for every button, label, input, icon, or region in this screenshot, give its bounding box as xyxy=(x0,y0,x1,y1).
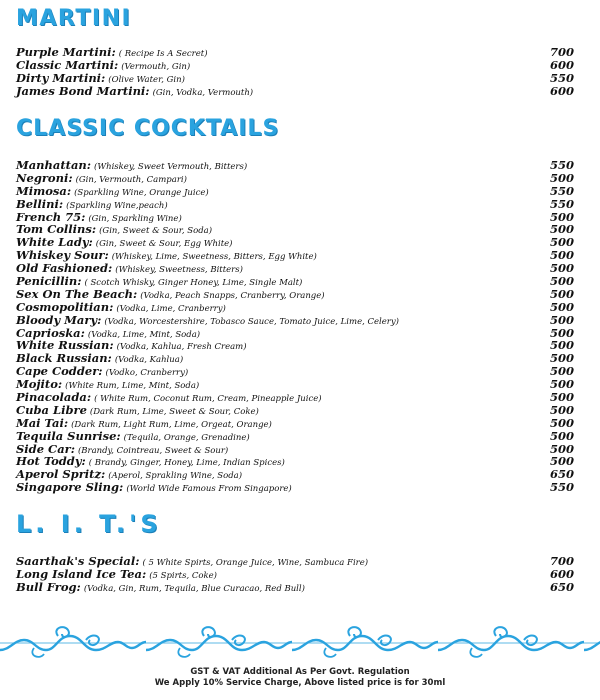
menu-item-price: 500 xyxy=(549,312,574,327)
menu-item-name: Saarthak's Special: xyxy=(16,554,140,568)
menu-item-ingredients: (Vodka, Gin, Rum, Tequila, Blue Curacao, Red Bull) xyxy=(83,583,305,594)
section-title-classic-cocktails: CLASSIC COCKTAILS xyxy=(16,116,280,141)
menu-item-price: 500 xyxy=(549,286,574,301)
menu-item-price: 500 xyxy=(549,364,574,379)
menu-item-name: Caprioska: xyxy=(16,325,85,340)
menu-item-name: Classic Martini: xyxy=(16,57,119,72)
menu-item-price: 500 xyxy=(549,402,574,417)
menu-item xyxy=(16,481,576,494)
menu-item-price: 650 xyxy=(549,579,574,594)
menu-item-price: 600 xyxy=(549,83,574,98)
menu-item-price: 500 xyxy=(549,351,574,366)
menu-item-price: 700 xyxy=(549,554,574,568)
menu-item-price: 500 xyxy=(549,338,574,353)
menu-item-name: Tequila Sunrise: xyxy=(16,428,121,443)
menu-item-ingredients: (Dark Rum, Light Rum, Lime, Orgeat, Orange) xyxy=(71,419,272,430)
section-title-lits: L. I. T.'S xyxy=(16,510,162,538)
menu-item-name: Purple Martini: xyxy=(16,45,116,59)
menu-item-ingredients: ( Recipe Is A Secret) xyxy=(118,49,208,59)
menu-item-name: Pinacolada: xyxy=(16,390,92,405)
menu-item-ingredients: (Vodka, Lime, Mint, Soda) xyxy=(87,329,201,340)
menu-item xyxy=(16,443,576,456)
menu-item-ingredients: (Vodka, Peach Snapps, Cranberry, Orange) xyxy=(140,290,325,301)
menu-item-ingredients: (World Wide Famous From Singapore) xyxy=(126,484,292,495)
footer-tax-note: GST & VAT Additional As Per Govt. Regulation xyxy=(190,667,410,677)
menu-item-price: 500 xyxy=(549,261,574,276)
menu-item-ingredients: ( White Rum, Coconut Rum, Cream, Pineapple Juice) xyxy=(94,394,322,405)
menu-item-ingredients: (Gin, Vermouth, Campari) xyxy=(75,174,187,185)
menu-item-price: 500 xyxy=(549,377,574,392)
menu-item-price: 550 xyxy=(549,196,574,211)
menu-item-ingredients: (Gin, Sweet & Sour, Soda) xyxy=(99,226,213,237)
menu-item xyxy=(16,430,576,443)
menu-item xyxy=(16,581,576,594)
menu-item-ingredients: (Whiskey, Lime, Sweetness, Bitters, Egg White) xyxy=(111,252,317,263)
menu-item-name: Cosmopolitian: xyxy=(16,299,114,314)
menu-item-price: 550 xyxy=(549,158,574,172)
menu-item-price: 500 xyxy=(549,299,574,314)
menu-item-price: 500 xyxy=(549,428,574,443)
menu-item-price: 500 xyxy=(549,170,574,185)
menu-item-name: Mimosa: xyxy=(16,183,72,198)
menu-item-ingredients: (Aperol, Sprakling Wine, Soda) xyxy=(108,471,243,482)
menu-item-ingredients: (Vodka, Kahlua) xyxy=(114,355,184,366)
menu-item-ingredients: (Whiskey, Sweet Vermouth, Bitters) xyxy=(94,162,248,172)
menu-item-ingredients: (Brandy, Cointreau, Sweet & Sour) xyxy=(77,445,229,456)
menu-item xyxy=(16,85,576,98)
menu-item-name: French 75: xyxy=(16,209,86,224)
menu-item-name: Old Fashioned: xyxy=(16,261,113,276)
menu-item-ingredients: (Dark Rum, Lime, Sweet & Sour, Coke) xyxy=(89,406,259,417)
menu-item-ingredients: (Vodka, Lime, Cranberry) xyxy=(116,303,226,314)
menu-item-ingredients: (Sparkling Wine, Orange Juice) xyxy=(74,187,209,198)
menu-item-name: James Bond Martini: xyxy=(16,83,150,98)
menu-item-price: 550 xyxy=(549,480,574,495)
menu-item-ingredients: (Vodko, Cranberry) xyxy=(105,368,189,379)
menu-item-ingredients: ( Scotch Whisky, Ginger Honey, Lime, Single Malt) xyxy=(84,278,303,289)
menu-item xyxy=(16,378,576,391)
menu-item-text xyxy=(16,481,292,496)
menu-item-ingredients: (Vermouth, Gin) xyxy=(121,61,191,72)
menu-item-text xyxy=(16,85,253,100)
menu-item-name: Bloody Mary: xyxy=(16,312,102,327)
menu-item-ingredients: (Sparkling Wine,peach) xyxy=(66,200,168,211)
menu-item xyxy=(16,159,576,172)
menu-list-lits xyxy=(16,555,576,594)
menu-item-name: White Russian: xyxy=(16,338,114,353)
menu-item-name: Penicillin: xyxy=(16,274,82,289)
menu-item-price: 500 xyxy=(549,274,574,289)
menu-item-name: Manhattan: xyxy=(16,158,92,172)
menu-item-price: 500 xyxy=(549,390,574,405)
menu-item-name: Tom Collins: xyxy=(16,222,97,237)
menu-item-name: Sex On The Beach: xyxy=(16,286,138,301)
menu-item-text xyxy=(16,581,305,596)
menu-item-price: 600 xyxy=(549,57,574,72)
menu-item-name: Long Island Ice Tea: xyxy=(16,566,147,581)
menu-item-name: Side Car: xyxy=(16,441,75,456)
menu-item xyxy=(16,172,576,185)
menu-item-price: 500 xyxy=(549,248,574,263)
menu-item-price: 500 xyxy=(549,235,574,250)
menu-item-price: 600 xyxy=(549,566,574,581)
menu-item-price: 500 xyxy=(549,415,574,430)
menu-item-name: Bull Frog: xyxy=(16,579,81,594)
menu-item-ingredients: ( Brandy, Ginger, Honey, Lime, Indian Spices) xyxy=(88,458,285,469)
menu-item-name: Singapore Sling: xyxy=(16,480,124,495)
menu-item-ingredients: (Gin, Vodka, Vermouth) xyxy=(152,87,254,98)
menu-list-martini xyxy=(16,46,576,98)
menu-item-ingredients: (Vodka, Worcestershire, Tobasco Sauce, Tomato Juice, Lime, Celery) xyxy=(104,316,399,327)
menu-item-name: Cuba Libre xyxy=(16,402,87,417)
menu-item-name: Mai Tai: xyxy=(16,415,69,430)
menu-item-price: 550 xyxy=(549,70,574,85)
menu-item-name: Hot Toddy: xyxy=(16,454,86,469)
menu-item-name: Black Russian: xyxy=(16,351,112,366)
menu-item-name: Aperol Spritz: xyxy=(16,467,106,482)
menu-item-price: 500 xyxy=(549,325,574,340)
menu-item-name: Whiskey Sour: xyxy=(16,248,109,263)
menu-item-price: 500 xyxy=(549,209,574,224)
menu-item xyxy=(16,223,576,236)
menu-item-name: Mojito: xyxy=(16,377,63,392)
menu-item-name: Cape Codder: xyxy=(16,364,103,379)
decorative-wave-border xyxy=(0,622,600,662)
menu-item xyxy=(16,185,576,198)
menu-item xyxy=(16,198,576,211)
section-title-martini: MARTINI xyxy=(16,6,132,31)
footer-service-charge-note: We Apply 10% Service Charge, Above listed price is for 30ml xyxy=(154,678,446,688)
menu-item-name: Negroni: xyxy=(16,170,73,185)
menu-item xyxy=(16,314,576,327)
menu-item-ingredients: (Tequila, Orange, Grenadine) xyxy=(123,432,250,443)
menu-item-name: Bellini: xyxy=(16,196,64,211)
menu-item-price: 550 xyxy=(549,183,574,198)
menu-item-ingredients: (Whiskey, Sweetness, Bitters) xyxy=(115,265,243,276)
menu-item-price: 500 xyxy=(549,441,574,456)
menu-item-price: 700 xyxy=(549,45,574,59)
menu-item xyxy=(16,391,576,404)
menu-item-price: 650 xyxy=(549,467,574,482)
menu-item-ingredients: (Gin, Sweet & Sour, Egg White) xyxy=(95,239,233,250)
menu-item-price: 500 xyxy=(549,454,574,469)
menu-item xyxy=(16,365,576,378)
menu-item-ingredients: (White Rum, Lime, Mint, Soda) xyxy=(65,381,200,392)
menu-item-ingredients: (Gin, Sparkling Wine) xyxy=(88,213,182,224)
menu-item-ingredients: ( 5 White Spirts, Orange Juice, Wine, Sambuca Fire) xyxy=(142,558,369,568)
menu-item-price: 500 xyxy=(549,222,574,237)
menu-item-ingredients: (Vodka, Kahlua, Fresh Cream) xyxy=(116,342,247,353)
menu-item xyxy=(16,211,576,224)
menu-item-name: Dirty Martini: xyxy=(16,70,106,85)
menu-list-classic-cocktails xyxy=(16,159,576,494)
menu-item-ingredients: (Olive Water, Gin) xyxy=(108,74,185,85)
menu-item-ingredients: (5 Spirts, Coke) xyxy=(149,570,217,581)
menu-item-name: White Lady: xyxy=(16,235,93,250)
